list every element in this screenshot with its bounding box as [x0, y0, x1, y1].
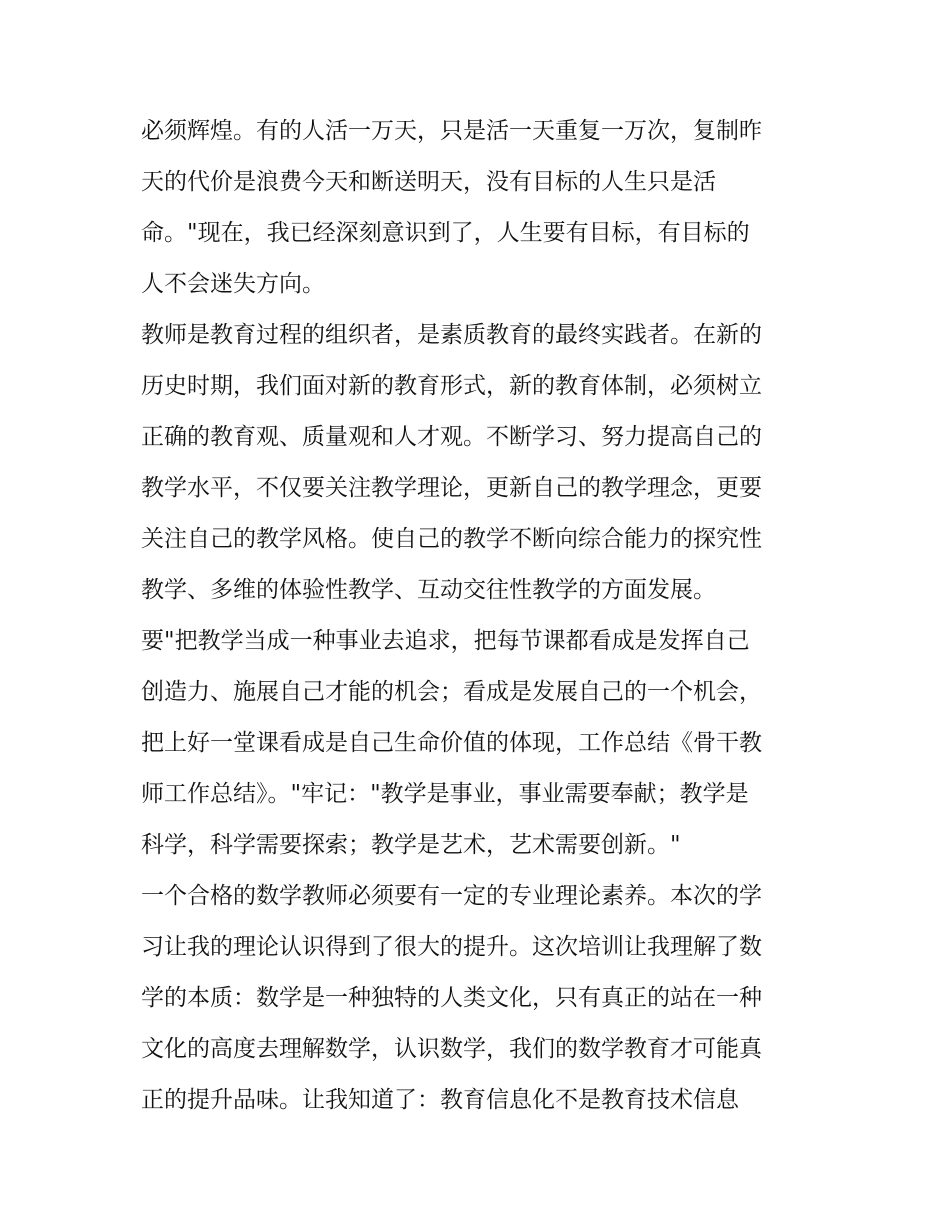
text-line-8: 教学水平，不仅要关注教学理论，更新自己的教学理念，更要: [141, 475, 762, 501]
text-line-2: 天的代价是浪费今天和断送明天，没有目标的人生只是活: [141, 169, 716, 195]
text-line-12: 创造力、施展自己才能的机会；看成是发展自己的一个机会，: [141, 679, 762, 705]
text-line-4: 人不会迷失方向。: [141, 271, 325, 297]
text-line-14: 师工作总结》。"牢记："教学是事业，事业需要奉献；教学是: [141, 781, 749, 807]
text-line-1: 必须辉煌。有的人活一万天，只是活一天重复一万次，复制昨: [141, 118, 762, 144]
text-line-20: 正的提升品味。让我知道了：教育信息化不是教育技术信息: [141, 1087, 739, 1113]
text-line-9: 关注自己的教学风格。使自己的教学不断向综合能力的探究性: [141, 526, 762, 552]
text-line-18: 学的本质：数学是一种独特的人类文化，只有真正的站在一种: [141, 985, 762, 1011]
text-line-10: 教学、多维的体验性教学、互动交往性教学的方面发展。: [141, 577, 716, 603]
text-line-16: 一个合格的数学教师必须要有一定的专业理论素养。本次的学: [141, 883, 762, 909]
text-line-19: 文化的高度去理解数学，认识数学，我们的数学教育才可能真: [141, 1036, 762, 1062]
text-line-17: 习让我的理论认识得到了很大的提升。这次培训让我理解了数: [141, 934, 762, 960]
text-line-15: 科学，科学需要探索；教学是艺术，艺术需要创新。": [141, 832, 681, 858]
text-line-13: 把上好一堂课看成是自己生命价值的体现，工作总结《骨干教: [141, 730, 762, 756]
text-line-3: 命。"现在，我已经深刻意识到了，人生要有目标，有目标的: [141, 220, 750, 246]
body-text: [141, 106, 821, 1126]
text-line-6: 历史时期，我们面对新的教育形式，新的教育体制，必须树立: [141, 373, 762, 399]
text-line-7: 正确的教育观、质量观和人才观。不断学习、努力提高自己的: [141, 424, 762, 450]
text-line-5: 教师是教育过程的组织者，是素质教育的最终实践者。在新的: [141, 322, 762, 348]
text-line-11: 要"把教学当成一种事业去追求，把每节课都看成是发挥自己: [141, 628, 750, 654]
